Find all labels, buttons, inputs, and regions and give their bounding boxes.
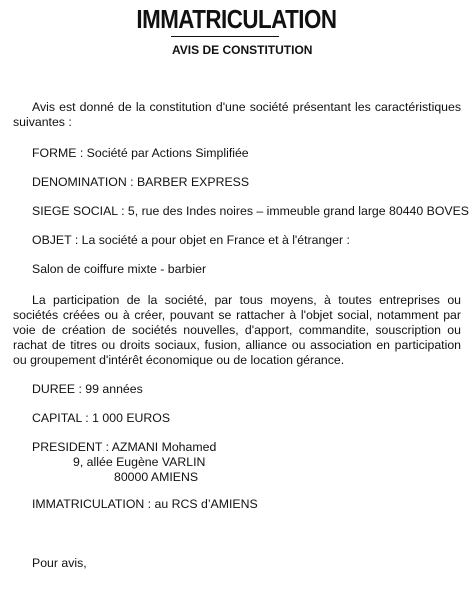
president-street-line: 9, allée Eugène VARLIN <box>73 455 206 469</box>
closing-line: Pour avis, <box>32 556 87 570</box>
document-title: IMMATRICULATION <box>136 4 337 34</box>
activite-line: Salon de coiffure mixte - barbier <box>32 262 207 276</box>
title-underline <box>171 36 279 37</box>
president-name-line: PRESIDENT : AZMANI Mohamed <box>32 440 217 454</box>
forme-line: FORME : Société par Actions Simplifiée <box>32 146 249 160</box>
participation-paragraph: La participation de la société, par tous moyens, à toutes entreprises ou sociétés créées ou à créer, pouvant se rattacher à l'objet social, notamment par voie de création de sociétés nouvelles, d'apport, commandite, souscription ou rachat de titres ou droits sociaux, fusion, alliance ou association en participation ou groupement d'intérêt économique ou de location gérance. <box>13 293 461 367</box>
siege-line: SIEGE SOCIAL : 5, rue des Indes noires – immeuble grand large 80440 BOVES <box>32 204 470 218</box>
document-subtitle: AVIS DE CONSTITUTION <box>172 43 313 57</box>
objet-line: OBJET : La société a pour objet en France et à l'étranger : <box>32 233 350 247</box>
capital-line: CAPITAL : 1 000 EUROS <box>32 411 171 425</box>
immatriculation-line: IMMATRICULATION : au RCS d’AMIENS <box>32 497 258 511</box>
intro-paragraph: Avis est donné de la constitution d'une société présentant les caractéristiques suivantes : <box>13 100 461 129</box>
denomination-line: DENOMINATION : BARBER EXPRESS <box>32 175 250 189</box>
president-city-line: 80000 AMIENS <box>114 470 199 484</box>
duree-line: DUREE : 99 années <box>32 382 143 396</box>
